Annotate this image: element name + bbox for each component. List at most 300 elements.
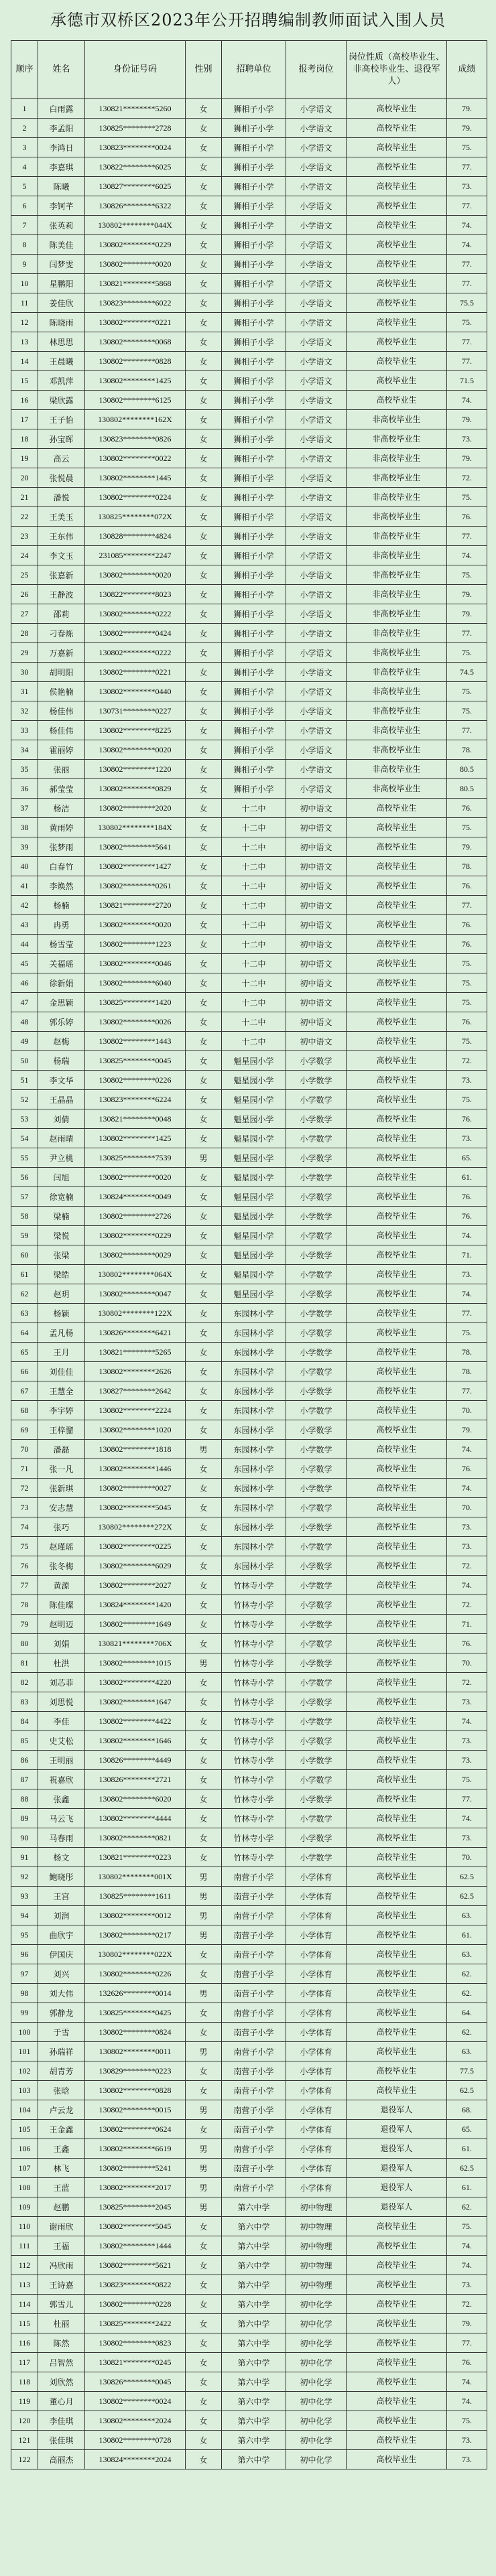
cell-id: 130802********0424 [85, 624, 186, 643]
cell-score: 74. [447, 216, 487, 235]
cell-position: 初中语文 [286, 935, 347, 954]
cell-gender: 女 [186, 488, 222, 507]
cell-seq: 56 [11, 1168, 38, 1187]
cell-position: 小学数学 [286, 1187, 347, 1207]
cell-position: 初中化学 [286, 2450, 347, 2469]
cell-name: 刘佳佳 [38, 1362, 85, 1381]
cell-id: 130802********1646 [85, 1731, 186, 1751]
cell-gender: 女 [186, 1751, 222, 1770]
cell-nature: 高校毕业生 [347, 1945, 447, 1964]
cell-id: 130827********6025 [85, 177, 186, 196]
cell-score: 74.5 [447, 663, 487, 682]
cell-id: 130802********2726 [85, 1207, 186, 1226]
cell-position: 小学数学 [286, 1304, 347, 1323]
cell-gender: 女 [186, 973, 222, 993]
cell-name: 张鑫 [38, 1789, 85, 1809]
table-row [11, 235, 487, 255]
cell-unit: 第六中学 [222, 2197, 286, 2217]
cell-gender: 女 [186, 837, 222, 857]
cell-nature: 高校毕业生 [347, 1925, 447, 1945]
cell-id: 130802********1427 [85, 857, 186, 876]
cell-id: 130828********4824 [85, 527, 186, 546]
cell-seq: 106 [11, 2139, 38, 2159]
cell-score: 61. [447, 1168, 487, 1187]
cell-unit: 狮相子小学 [222, 604, 286, 624]
table-row [11, 1381, 487, 1401]
cell-seq: 57 [11, 1187, 38, 1207]
cell-name: 杨佳伟 [38, 721, 85, 740]
cell-id: 130826********0045 [85, 2372, 186, 2392]
cell-id: 130802********0011 [85, 2042, 186, 2061]
cell-unit: 狮相子小学 [222, 313, 286, 332]
cell-score: 73. [447, 1129, 487, 1148]
cell-score: 73. [447, 1692, 487, 1712]
cell-nature: 高校毕业生 [347, 293, 447, 313]
table-row [11, 1304, 487, 1323]
cell-position: 初中化学 [286, 2431, 347, 2450]
cell-position: 初中物理 [286, 2236, 347, 2256]
table-row [11, 1420, 487, 1440]
cell-gender: 女 [186, 2314, 222, 2333]
cell-score: 79. [447, 585, 487, 604]
cell-position: 初中语文 [286, 973, 347, 993]
cell-score: 73. [447, 177, 487, 196]
table-row [11, 1770, 487, 1789]
cell-unit: 南营子小学 [222, 2003, 286, 2023]
cell-name: 马云飞 [38, 1809, 85, 1828]
cell-gender: 男 [186, 1148, 222, 1168]
cell-unit: 狮相子小学 [222, 352, 286, 371]
cell-score: 74. [447, 1576, 487, 1595]
cell-gender: 女 [186, 740, 222, 760]
cell-unit: 狮相子小学 [222, 196, 286, 216]
cell-seq: 64 [11, 1323, 38, 1343]
cell-score: 75. [447, 1770, 487, 1789]
cell-nature: 高校毕业生 [347, 1401, 447, 1420]
cell-id: 130821********2720 [85, 896, 186, 915]
cell-id: 130802********0823 [85, 2333, 186, 2353]
cell-name: 王鑫 [38, 2139, 85, 2159]
cell-name: 金思颖 [38, 993, 85, 1012]
table-row [11, 410, 487, 429]
table-row [11, 1615, 487, 1634]
cell-gender: 女 [186, 643, 222, 663]
cell-gender: 男 [186, 1887, 222, 1906]
cell-unit: 十二中 [222, 954, 286, 973]
cell-seq: 32 [11, 701, 38, 721]
table-row [11, 1090, 487, 1109]
cell-position: 初中语文 [286, 799, 347, 818]
cell-name: 徐宽楠 [38, 1187, 85, 1207]
cell-id: 231085********2247 [85, 546, 186, 565]
cell-position: 小学数学 [286, 1828, 347, 1848]
table-row [11, 157, 487, 177]
cell-nature: 高校毕业生 [347, 177, 447, 196]
cell-name: 赵瑾瑶 [38, 1537, 85, 1556]
cell-score: 77. [447, 255, 487, 274]
cell-gender: 男 [186, 1925, 222, 1945]
cell-name: 卢云龙 [38, 2100, 85, 2120]
cell-seq: 38 [11, 818, 38, 837]
cell-seq: 40 [11, 857, 38, 876]
cell-nature: 高校毕业生 [347, 216, 447, 235]
cell-nature: 高校毕业生 [347, 1653, 447, 1673]
cell-score: 80.5 [447, 779, 487, 799]
cell-gender: 女 [186, 255, 222, 274]
cell-unit: 狮相子小学 [222, 721, 286, 740]
table-row [11, 1673, 487, 1692]
cell-nature: 高校毕业生 [347, 1517, 447, 1537]
cell-id: 130825********1420 [85, 993, 186, 1012]
cell-id: 130825********2728 [85, 119, 186, 138]
cell-id: 130826********6421 [85, 1323, 186, 1343]
cell-seq: 25 [11, 565, 38, 585]
cell-id: 130802********4444 [85, 1809, 186, 1828]
table-row [11, 293, 487, 313]
table-row [11, 1148, 487, 1168]
cell-name: 王晨曦 [38, 352, 85, 371]
cell-gender: 女 [186, 2450, 222, 2469]
cell-name: 刘思悦 [38, 1692, 85, 1712]
cell-seq: 28 [11, 624, 38, 643]
cell-seq: 113 [11, 2275, 38, 2295]
cell-nature: 高校毕业生 [347, 1148, 447, 1168]
cell-gender: 女 [186, 1634, 222, 1653]
cell-nature: 高校毕业生 [347, 1712, 447, 1731]
cell-seq: 33 [11, 721, 38, 740]
cell-name: 孙瑞祥 [38, 2042, 85, 2061]
cell-gender: 女 [186, 507, 222, 527]
cell-gender: 女 [186, 352, 222, 371]
table-row [11, 2431, 487, 2450]
cell-name: 王梓骝 [38, 1420, 85, 1440]
cell-position: 小学语文 [286, 721, 347, 740]
cell-gender: 女 [186, 2392, 222, 2411]
cell-position: 小学语文 [286, 119, 347, 138]
cell-seq: 14 [11, 352, 38, 371]
cell-name: 郭静龙 [38, 2003, 85, 2023]
cell-score: 73. [447, 1265, 487, 1284]
cell-nature: 高校毕业生 [347, 1692, 447, 1712]
cell-nature: 高校毕业生 [347, 2256, 447, 2275]
cell-nature: 高校毕业生 [347, 1789, 447, 1809]
cell-gender: 女 [186, 274, 222, 293]
cell-unit: 魁星园小学 [222, 1226, 286, 1245]
cell-name: 马春雨 [38, 1828, 85, 1848]
cell-gender: 女 [186, 1556, 222, 1576]
cell-id: 130802********5621 [85, 2256, 186, 2275]
cell-position: 小学语文 [286, 740, 347, 760]
table-row [11, 1012, 487, 1032]
cell-unit: 竹林寺小学 [222, 1770, 286, 1789]
cell-unit: 狮相子小学 [222, 701, 286, 721]
cell-unit: 狮相子小学 [222, 449, 286, 468]
cell-score: 75. [447, 2411, 487, 2431]
cell-unit: 南营子小学 [222, 2159, 286, 2178]
cell-position: 小学语文 [286, 779, 347, 799]
cell-nature: 退役军人 [347, 2120, 447, 2139]
cell-nature: 非高校毕业生 [347, 429, 447, 449]
cell-id: 130825********1611 [85, 1887, 186, 1906]
cell-score: 71. [447, 1615, 487, 1634]
cell-score: 62. [447, 2197, 487, 2217]
table-body [11, 99, 487, 2469]
table-row [11, 1401, 487, 1420]
cell-unit: 东园林小学 [222, 1459, 286, 1479]
cell-gender: 女 [186, 2295, 222, 2314]
cell-seq: 75 [11, 1537, 38, 1556]
table-row [11, 1809, 487, 1828]
cell-name: 张新琪 [38, 1479, 85, 1498]
cell-seq: 16 [11, 391, 38, 410]
table-row [11, 2139, 487, 2159]
cell-score: 75. [447, 1323, 487, 1343]
cell-score: 73. [447, 1517, 487, 1537]
cell-name: 闫旭 [38, 1168, 85, 1187]
cell-gender: 女 [186, 1828, 222, 1848]
cell-name: 于雪 [38, 2023, 85, 2042]
cell-name: 王东伟 [38, 527, 85, 546]
cell-position: 小学语文 [286, 643, 347, 663]
cell-score: 77.5 [447, 2061, 487, 2081]
table-row [11, 1071, 487, 1090]
table-row [11, 624, 487, 643]
cell-unit: 狮相子小学 [222, 391, 286, 410]
cell-nature: 高校毕业生 [347, 1051, 447, 1071]
cell-unit: 东园林小学 [222, 1498, 286, 1517]
cell-position: 小学数学 [286, 1343, 347, 1362]
col-header-name: 姓名 [38, 41, 85, 99]
cell-seq: 39 [11, 837, 38, 857]
table-row [11, 663, 487, 682]
cell-gender: 女 [186, 1673, 222, 1692]
cell-nature: 高校毕业生 [347, 1187, 447, 1207]
cell-nature: 高校毕业生 [347, 1226, 447, 1245]
cell-nature: 高校毕业生 [347, 973, 447, 993]
cell-score: 73. [447, 1071, 487, 1090]
cell-seq: 84 [11, 1712, 38, 1731]
cell-name: 郭雪儿 [38, 2295, 85, 2314]
cell-name: 王美玉 [38, 507, 85, 527]
cell-nature: 高校毕业生 [347, 1828, 447, 1848]
cell-score: 79. [447, 1420, 487, 1440]
cell-score: 62.5 [447, 1867, 487, 1887]
cell-seq: 82 [11, 1673, 38, 1692]
cell-position: 小学体育 [286, 2100, 347, 2120]
cell-score: 74. [447, 1712, 487, 1731]
cell-position: 初中物理 [286, 2256, 347, 2275]
cell-score: 77. [447, 274, 487, 293]
cell-id: 130802********0020 [85, 740, 186, 760]
cell-id: 130802********0440 [85, 682, 186, 701]
table-row [11, 1751, 487, 1770]
cell-seq: 108 [11, 2178, 38, 2197]
cell-score: 74. [447, 1440, 487, 1459]
cell-id: 130802********1020 [85, 1420, 186, 1440]
cell-unit: 第六中学 [222, 2392, 286, 2411]
cell-nature: 高校毕业生 [347, 915, 447, 935]
cell-nature: 高校毕业生 [347, 157, 447, 177]
cell-position: 小学体育 [286, 2081, 347, 2100]
cell-position: 初中物理 [286, 2275, 347, 2295]
table-row [11, 2275, 487, 2295]
cell-name: 赵鹏 [38, 2197, 85, 2217]
cell-id: 130802********0261 [85, 876, 186, 896]
cell-id: 130802********6029 [85, 1556, 186, 1576]
cell-position: 小学语文 [286, 371, 347, 391]
cell-position: 小学语文 [286, 429, 347, 449]
cell-score: 79. [447, 2314, 487, 2333]
cell-unit: 竹林寺小学 [222, 1576, 286, 1595]
cell-name: 张巧 [38, 1517, 85, 1537]
cell-position: 初中物理 [286, 2197, 347, 2217]
cell-unit: 狮相子小学 [222, 682, 286, 701]
cell-unit: 狮相子小学 [222, 371, 286, 391]
cell-score: 77. [447, 157, 487, 177]
cell-name: 王宫 [38, 1887, 85, 1906]
table-row [11, 1537, 487, 1556]
cell-unit: 第六中学 [222, 2431, 286, 2450]
cell-score: 79. [447, 837, 487, 857]
cell-name: 王明丽 [38, 1751, 85, 1770]
cell-name: 高云 [38, 449, 85, 468]
cell-id: 130802********0728 [85, 2431, 186, 2450]
cell-position: 小学语文 [286, 546, 347, 565]
table-row [11, 332, 487, 352]
cell-gender: 女 [186, 1187, 222, 1207]
cell-name: 孙宝晖 [38, 429, 85, 449]
cell-score: 79. [447, 604, 487, 624]
cell-nature: 非高校毕业生 [347, 565, 447, 585]
cell-id: 130802********0020 [85, 1168, 186, 1187]
cell-gender: 女 [186, 857, 222, 876]
table-row [11, 138, 487, 157]
cell-score: 77. [447, 527, 487, 546]
cell-score: 79. [447, 449, 487, 468]
cell-seq: 96 [11, 1945, 38, 1964]
cell-name: 伊国庆 [38, 1945, 85, 1964]
cell-position: 小学语文 [286, 701, 347, 721]
cell-position: 小学语文 [286, 565, 347, 585]
table-row [11, 2081, 487, 2100]
cell-name: 李佳 [38, 1712, 85, 1731]
table-row [11, 2353, 487, 2372]
cell-id: 130825********2422 [85, 2314, 186, 2333]
cell-score: 76. [447, 1634, 487, 1653]
cell-gender: 女 [186, 721, 222, 740]
cell-nature: 高校毕业生 [347, 1867, 447, 1887]
cell-position: 初中语文 [286, 1012, 347, 1032]
cell-score: 75. [447, 2217, 487, 2236]
cell-seq: 116 [11, 2333, 38, 2353]
cell-unit: 南营子小学 [222, 1984, 286, 2003]
cell-position: 小学数学 [286, 1420, 347, 1440]
cell-id: 130802********6040 [85, 973, 186, 993]
cell-unit: 十二中 [222, 1032, 286, 1051]
cell-position: 小学数学 [286, 1459, 347, 1479]
cell-id: 130731********0227 [85, 701, 186, 721]
cell-gender: 女 [186, 449, 222, 468]
cell-seq: 12 [11, 313, 38, 332]
cell-nature: 高校毕业生 [347, 1634, 447, 1653]
cell-name: 潘磊 [38, 1440, 85, 1459]
cell-unit: 南营子小学 [222, 2023, 286, 2042]
cell-position: 小学数学 [286, 1323, 347, 1343]
cell-seq: 31 [11, 682, 38, 701]
cell-name: 赵梅 [38, 1032, 85, 1051]
cell-nature: 高校毕业生 [347, 935, 447, 954]
cell-score: 75. [447, 973, 487, 993]
cell-gender: 女 [186, 1517, 222, 1537]
cell-id: 130824********0049 [85, 1187, 186, 1207]
cell-score: 76. [447, 915, 487, 935]
cell-unit: 十二中 [222, 935, 286, 954]
cell-score: 61. [447, 1925, 487, 1945]
cell-score: 62. [447, 1964, 487, 1984]
cell-id: 130826********6322 [85, 196, 186, 216]
cell-seq: 93 [11, 1887, 38, 1906]
cell-name: 刘芯菲 [38, 1673, 85, 1692]
cell-name: 杨瑞 [38, 1051, 85, 1071]
cell-name: 陈美佳 [38, 235, 85, 255]
cell-id: 130802********1446 [85, 1459, 186, 1479]
cell-name: 张梁 [38, 1245, 85, 1265]
cell-name: 杜丽 [38, 2314, 85, 2333]
cell-score: 77. [447, 624, 487, 643]
cell-id: 130802********0828 [85, 352, 186, 371]
cell-name: 李文华 [38, 1071, 85, 1090]
cell-gender: 男 [186, 1984, 222, 2003]
cell-id: 130802********0217 [85, 1925, 186, 1945]
cell-unit: 竹林寺小学 [222, 1634, 286, 1653]
cell-unit: 南营子小学 [222, 2139, 286, 2159]
cell-id: 130825********0045 [85, 1051, 186, 1071]
cell-gender: 女 [186, 1032, 222, 1051]
cell-nature: 高校毕业生 [347, 313, 447, 332]
cell-gender: 女 [186, 993, 222, 1012]
cell-score: 78. [447, 740, 487, 760]
cell-score: 76. [447, 1109, 487, 1129]
cell-name: 刁春烁 [38, 624, 85, 643]
cell-nature: 高校毕业生 [347, 2411, 447, 2431]
cell-unit: 南营子小学 [222, 1945, 286, 1964]
cell-score: 75. [447, 818, 487, 837]
cell-name: 黄源 [38, 1576, 85, 1595]
cell-name: 尹立桃 [38, 1148, 85, 1168]
cell-name: 白雨露 [38, 99, 85, 119]
table-row [11, 1634, 487, 1653]
cell-score: 72. [447, 468, 487, 488]
cell-gender: 男 [186, 1906, 222, 1925]
cell-score: 77. [447, 721, 487, 740]
cell-nature: 非高校毕业生 [347, 488, 447, 507]
cell-seq: 34 [11, 740, 38, 760]
cell-id: 130802********0024 [85, 2392, 186, 2411]
cell-nature: 高校毕业生 [347, 1576, 447, 1595]
cell-score: 77. [447, 352, 487, 371]
table-row [11, 779, 487, 799]
cell-name: 关福瑶 [38, 954, 85, 973]
cell-seq: 85 [11, 1731, 38, 1751]
cell-nature: 高校毕业生 [347, 2042, 447, 2061]
cell-position: 初中化学 [286, 2333, 347, 2353]
cell-id: 130826********4449 [85, 1751, 186, 1770]
cell-score: 64. [447, 2003, 487, 2023]
table-row [11, 1945, 487, 1964]
cell-unit: 南营子小学 [222, 1887, 286, 1906]
cell-unit: 南营子小学 [222, 2042, 286, 2061]
cell-gender: 女 [186, 1731, 222, 1751]
